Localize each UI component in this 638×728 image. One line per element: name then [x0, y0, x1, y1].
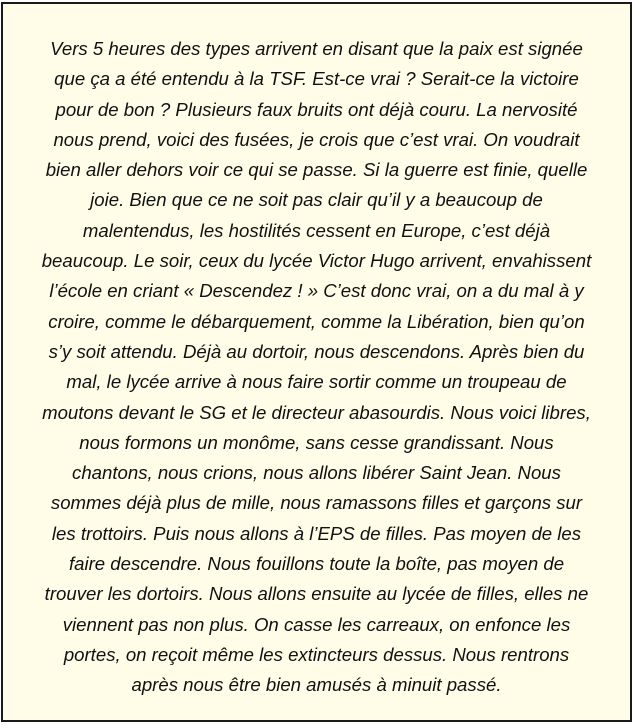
text-line: l’école en criant « Descendez ! » C’est donc vrai, on a du mal à y [49, 280, 584, 302]
text-line: croire, comme le débarquement, comme la Libération, bien qu’on [48, 310, 585, 332]
text-line: joie. Bien que ce ne soit pas clair qu’il y a beaucoup de [90, 189, 543, 211]
text-line: sommes déjà plus de mille, nous ramassons filles et garçons sur [50, 492, 583, 514]
text-line: portes, on reçoit même les extincteurs dessus. Nous rentrons [63, 643, 570, 665]
text-line: nous formons un monôme, sans cesse grandissant. Nous [79, 431, 554, 453]
text-line: s’y soit attendu. Déjà au dortoir, nous descendons. Après bien du [48, 340, 585, 362]
text-line: mal, le lycée arrive à nous faire sortir comme un troupeau de [66, 371, 567, 393]
text-line: Vers 5 heures des types arrivent en disant que la paix est signée [50, 38, 583, 59]
text-body [3, 34, 630, 701]
text-line: trouver les dortoirs. Nous allons ensuite au lycée de filles, elles ne [44, 583, 589, 605]
text-line: les trottoirs. Puis nous allons à l’EPS de filles. Pas moyen de les [51, 522, 582, 544]
text-line: bien aller dehors voir ce qui se passe. Si la guerre est finie, quelle [45, 159, 588, 181]
text-line: malentendus, les hostilités cessent en Europe, c’est déjà [82, 219, 551, 241]
text-line: viennent pas non plus. On casse les carreaux, on enfonce les [62, 613, 571, 635]
text-line: pour de bon ? Plusieurs faux bruits ont déjà couru. La nervosité [55, 98, 578, 120]
text-line: moutons devant le SG et le directeur abasourdis. Nous voici libres, [42, 401, 591, 423]
text-line: chantons, nous crions, nous allons libérer Saint Jean. Nous [72, 462, 561, 484]
text-line: nous prend, voici des fusées, je crois que c’est vrai. On voudrait [53, 128, 580, 150]
text-line: que ça a été entendu à la TSF. Est-ce vrai ? Serait-ce la victoire [54, 68, 579, 90]
text-line: faire descendre. Nous fouillons toute la boîte, pas moyen de [68, 553, 565, 575]
text-line: après nous être bien amusés à minuit passé. [131, 674, 502, 696]
text-box [1, 2, 632, 722]
text-line: beaucoup. Le soir, ceux du lycée Victor Hugo arrivent, envahissent [41, 250, 592, 272]
